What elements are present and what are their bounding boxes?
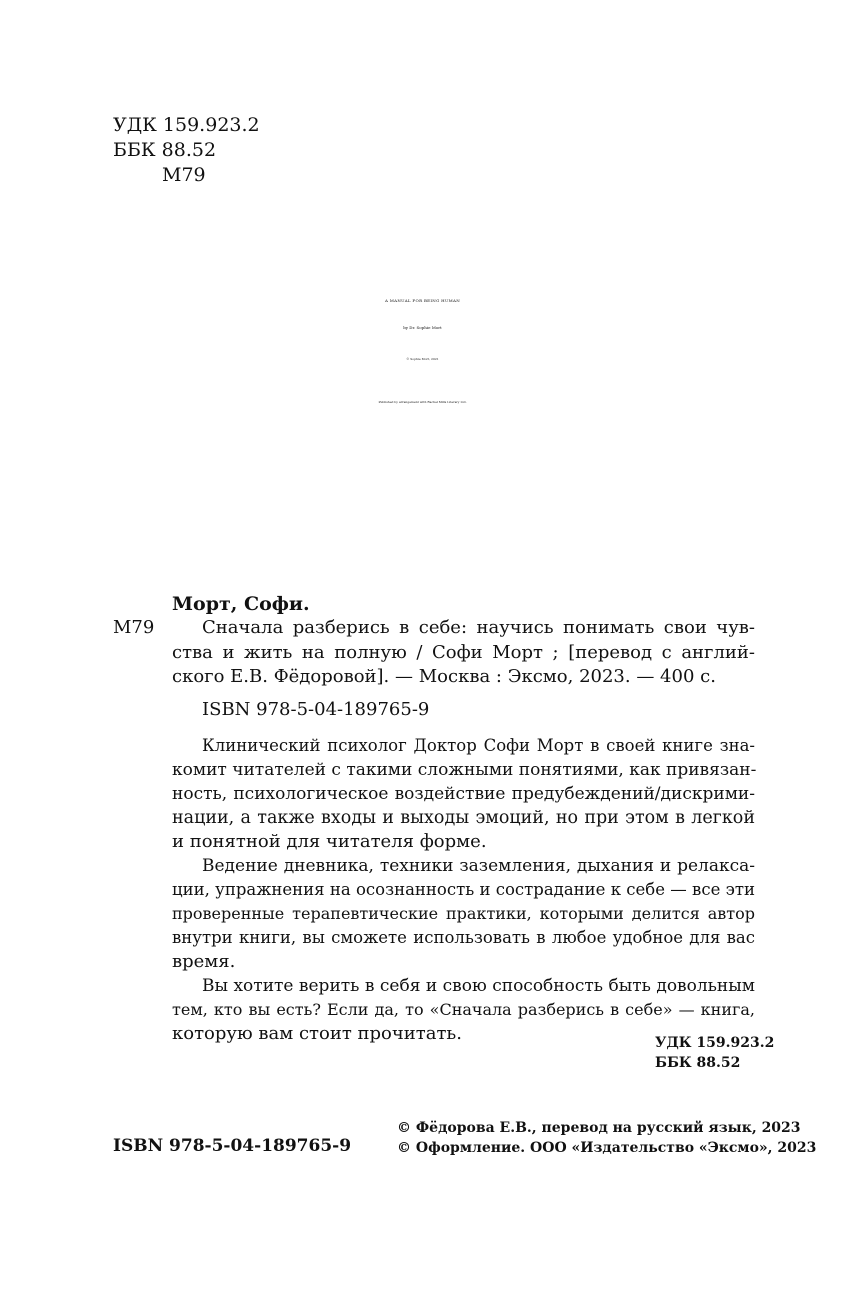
- bbk-code-bottom: ББК 88.52: [655, 1055, 741, 1071]
- author-sign: М79: [162, 164, 206, 186]
- original-byline: by Dr. Sophie Mort: [403, 325, 442, 330]
- original-copyright: © Sophie Mort, 2021: [406, 357, 439, 361]
- author-heading: Морт, Софи.: [172, 593, 310, 615]
- original-title: A MANUAL FOR BEING HUMAN: [385, 298, 460, 303]
- annotation-line: внутри книги, вы сможете использовать в любое удобное для вас: [172, 928, 755, 947]
- annotation-line: и понятной для читателя форме.: [172, 831, 487, 852]
- annotation-line: которую вам стоит прочитать.: [172, 1023, 462, 1044]
- annotation-line: ции, упражнения на осознанность и сострадание к себе — все эти: [172, 880, 755, 899]
- design-copyright: © Оформление. ООО «Издательство «Эксмо», 2023: [397, 1140, 817, 1156]
- annotation-line: время.: [172, 951, 236, 972]
- description-line: ского Е.В. Фёдоровой]. — Москва : Эксмо, 2023. — 400 с.: [172, 666, 716, 687]
- annotation-line: Клинический психолог Доктор Софи Морт в своей книге зна-: [202, 736, 755, 755]
- udk-code-bottom: УДК 159.923.2: [655, 1035, 775, 1051]
- bbk-code: ББК 88.52: [113, 139, 217, 161]
- annotation-line: нации, а также входы и выходы эмоций, но при этом в легкой: [172, 808, 755, 828]
- annotation-line: тем, кто вы есть? Если да, то «Сначала разберись в себе» — книга,: [172, 1000, 755, 1019]
- annotation-line: Вы хотите верить в себя и свою способность быть довольным: [202, 976, 755, 996]
- annotation-line: комит читателей с такими сложными понятиями, как привязан-: [172, 760, 757, 780]
- bibliographic-isbn: ISBN 978-5-04-189765-9: [202, 699, 430, 720]
- description-line: ства и жить на полную / Софи Морт ; [перевод с англий-: [172, 642, 755, 663]
- footer-isbn: ISBN 978-5-04-189765-9: [113, 1136, 352, 1156]
- description-line: Сначала разберись в себе: научись понимать свои чув-: [202, 617, 755, 638]
- translation-copyright: © Фёдорова Е.В., перевод на русский язык, 2023: [397, 1120, 801, 1136]
- bibliographic-sign: М79: [113, 617, 155, 638]
- annotation-line: Ведение дневника, техники заземления, дыхания и релакса-: [202, 856, 755, 876]
- annotation-line: проверенные терапевтические практики, которыми делится автор: [172, 904, 755, 923]
- arrangement-note: Published by arrangement with Rachel Mills Literary Ltd.: [378, 400, 467, 404]
- udk-code: УДК 159.923.2: [113, 114, 260, 136]
- annotation-line: ность, психологическое воздействие предубеждений/дискрими-: [172, 784, 755, 804]
